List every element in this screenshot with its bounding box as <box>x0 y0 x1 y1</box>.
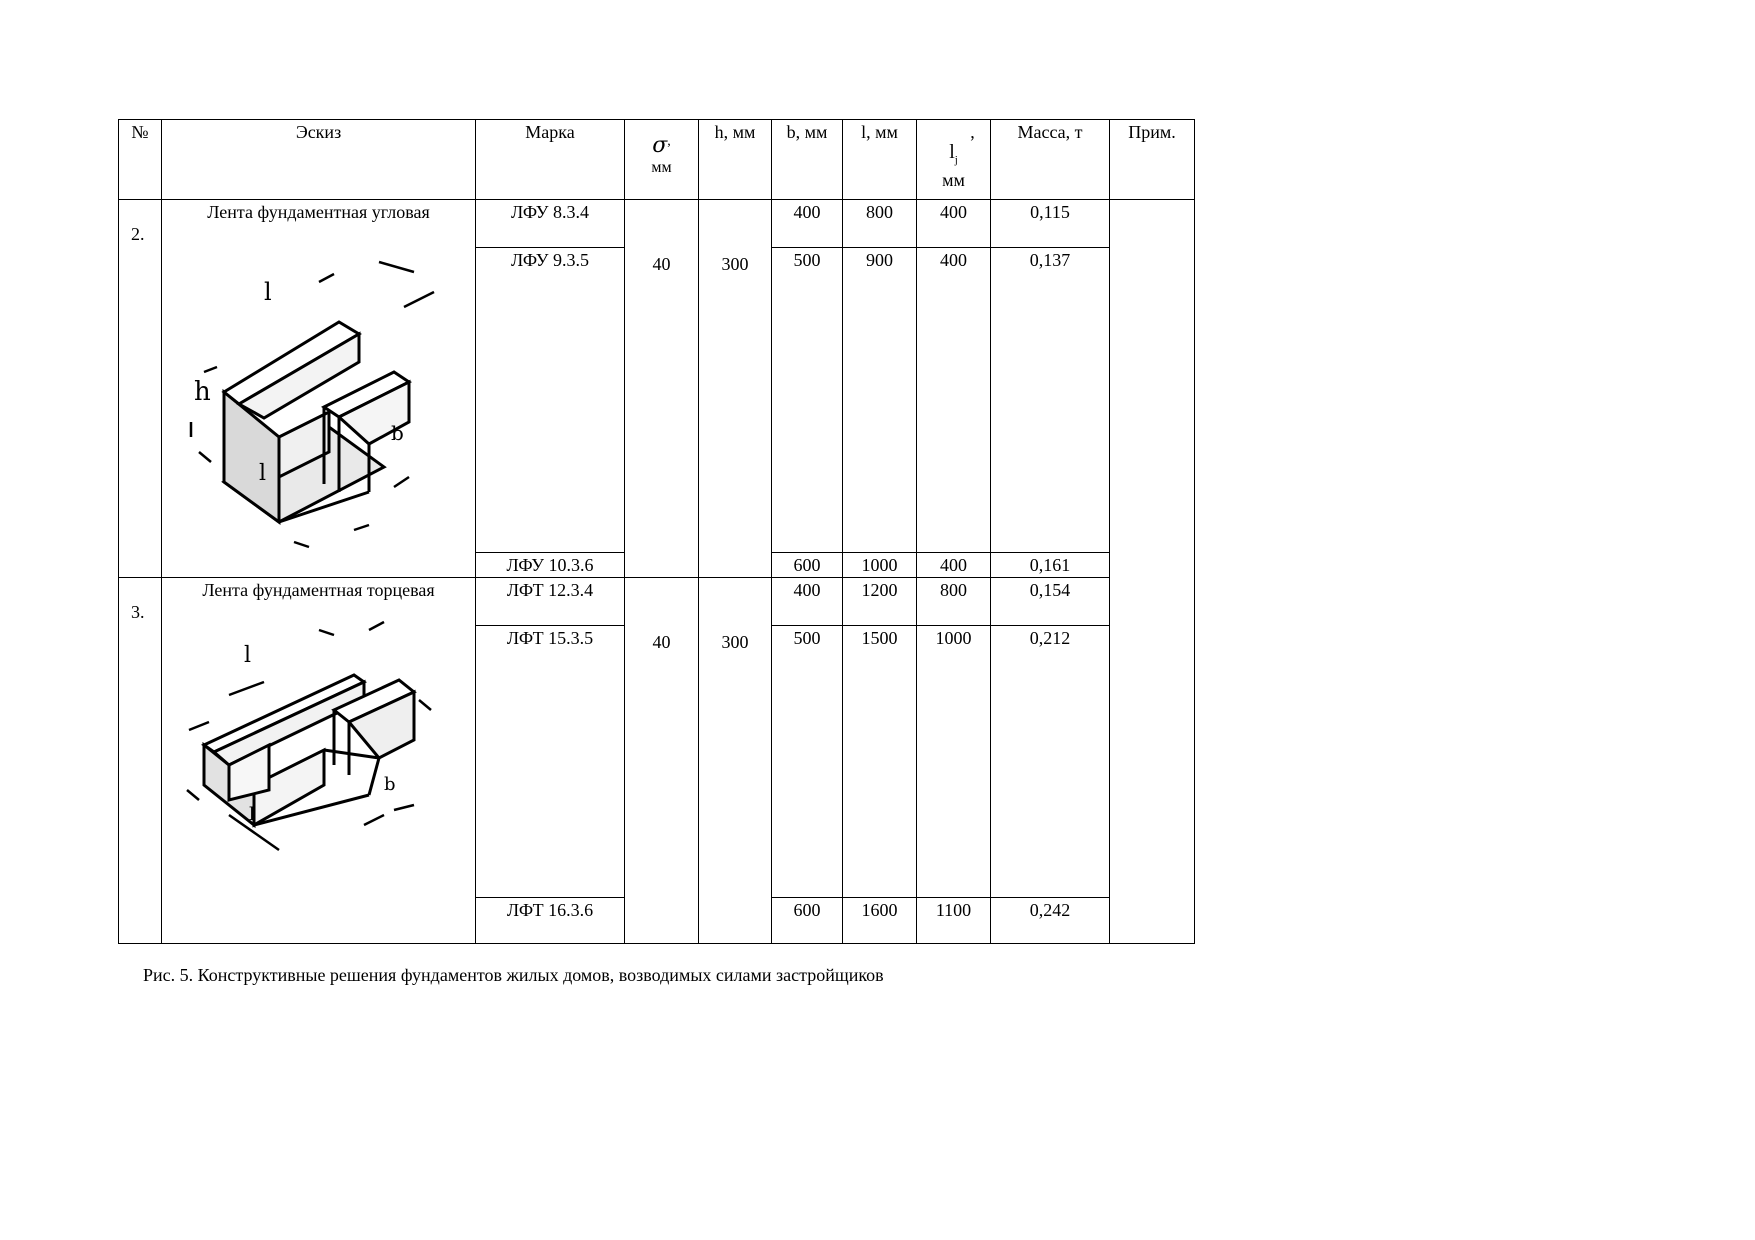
b-cell: 400 <box>772 578 843 626</box>
header-note: Прим. <box>1110 120 1195 200</box>
mass-cell: 0,212 <box>991 626 1110 898</box>
header-mark: Марка <box>476 120 625 200</box>
lj-cell: 800 <box>917 578 991 626</box>
sigma-comma: , <box>667 134 671 149</box>
lj-symbol: $l_j$ <box>949 141 958 166</box>
header-sigma <box>625 120 699 200</box>
l-cell: 1600 <box>843 898 917 944</box>
header-row <box>119 120 1195 200</box>
svg-text:b: b <box>390 421 404 445</box>
end-foundation-strip-sketch-icon <box>169 600 469 870</box>
mass-cell: 0,154 <box>991 578 1110 626</box>
sketch-title: Лента фундаментная торцевая <box>202 580 435 600</box>
b-cell: 600 <box>772 553 843 578</box>
lj-unit: мм <box>942 170 965 190</box>
sketch-cell <box>162 200 476 578</box>
b-cell: 600 <box>772 898 843 944</box>
l-cell: 900 <box>843 248 917 553</box>
sigma-unit: мм <box>651 159 672 176</box>
corner-foundation-strip-sketch-icon <box>169 222 469 552</box>
h-cell: 300 <box>699 200 772 578</box>
table-row <box>119 200 1195 248</box>
sketch-cell <box>162 578 476 944</box>
mark-cell: ЛФТ 12.3.4 <box>476 578 625 626</box>
sigma-symbol: σ <box>652 133 668 158</box>
sketch-title: Лента фундаментная угловая <box>207 202 430 222</box>
sigma-cell: 40 <box>625 578 699 944</box>
group-num: 3. <box>119 578 162 944</box>
svg-text:h: h <box>193 377 211 407</box>
header-l: l, мм <box>843 120 917 200</box>
l-cell: 1200 <box>843 578 917 626</box>
lj-cell: 400 <box>917 248 991 553</box>
lj-cell: 1100 <box>917 898 991 944</box>
figure-caption: Рис. 5. Конструктивные решения фундаментов жилых домов, возводимых силами застройщиков <box>143 965 884 985</box>
l-cell: 1000 <box>843 553 917 578</box>
lj-cell: 400 <box>917 200 991 248</box>
svg-text:l: l <box>248 804 255 825</box>
header-lj <box>917 120 991 200</box>
lj-cell: 400 <box>917 553 991 578</box>
svg-text:l: l <box>258 461 266 486</box>
h-cell: 300 <box>699 578 772 944</box>
sigma-cell: 40 <box>625 200 699 578</box>
b-cell: 500 <box>772 248 843 553</box>
b-cell: 400 <box>772 200 843 248</box>
group-num: 2. <box>119 200 162 578</box>
header-num: № <box>119 120 162 200</box>
header-b: b, мм <box>772 120 843 200</box>
mark-cell: ЛФУ 9.3.5 <box>476 248 625 553</box>
mass-cell: 0,137 <box>991 248 1110 553</box>
header-sketch: Эскиз <box>162 120 476 200</box>
mass-cell: 0,115 <box>991 200 1110 248</box>
mark-cell: ЛФУ 10.3.6 <box>476 553 625 578</box>
header-h: h, мм <box>699 120 772 200</box>
header-mass: Масса, т <box>991 120 1110 200</box>
svg-text:l: l <box>263 278 272 306</box>
note-cell <box>1110 200 1195 944</box>
mark-cell: ЛФУ 8.3.4 <box>476 200 625 248</box>
mass-cell: 0,242 <box>991 898 1110 944</box>
mass-cell: 0,161 <box>991 553 1110 578</box>
l-cell: 1500 <box>843 626 917 898</box>
svg-text:l: l <box>243 643 251 668</box>
table-row <box>119 578 1195 626</box>
lj-comma: , <box>970 122 975 142</box>
mark-cell: ЛФТ 16.3.6 <box>476 898 625 944</box>
b-cell: 500 <box>772 626 843 898</box>
foundation-spec-table <box>118 119 1195 944</box>
l-cell: 800 <box>843 200 917 248</box>
lj-cell: 1000 <box>917 626 991 898</box>
mark-cell: ЛФТ 15.3.5 <box>476 626 625 898</box>
svg-text:b: b <box>383 774 396 795</box>
